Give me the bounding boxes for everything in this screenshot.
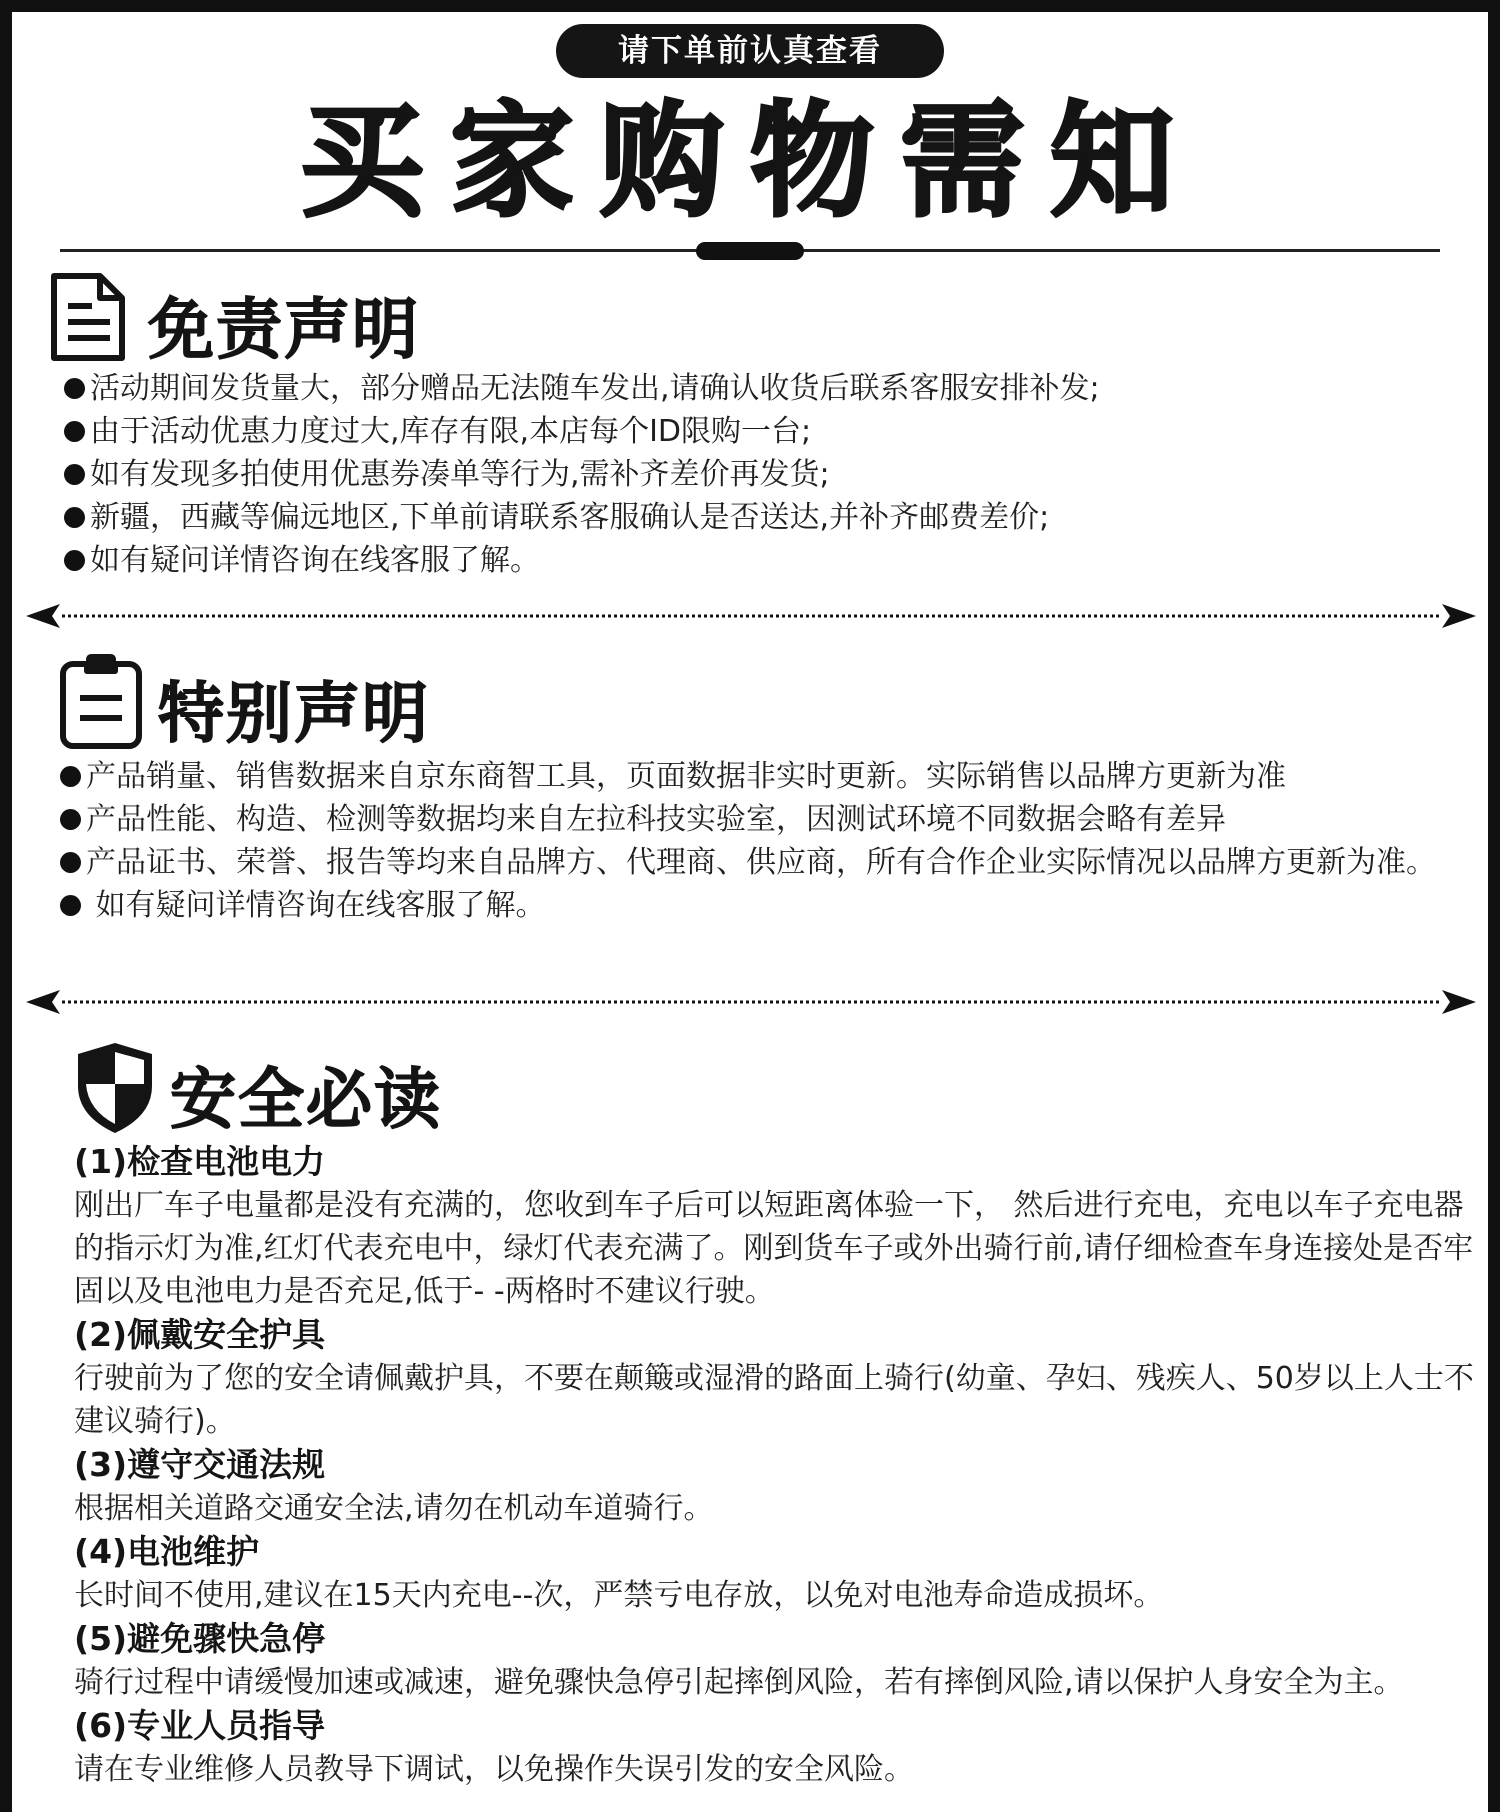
bullet-dot: [60, 809, 81, 830]
read-before-order-pill: 请下单前认真查看: [556, 24, 944, 78]
safety-item: [74, 1140, 1484, 1313]
title-divider-bar: [696, 242, 804, 260]
clipboard-icon: [58, 650, 144, 750]
list-item: 由于活动优惠力度过大,库存有限,本店每个ID限购一台;: [64, 410, 1484, 453]
bullet-dot: [64, 421, 85, 442]
dotted-divider: [26, 604, 1476, 628]
safety-item-title: (6)专业人员指导: [74, 1706, 326, 1745]
bullet-dot: [64, 550, 85, 571]
safety-item-body: 请在专业维修人员教导下调试，以免操作失误引发的安全风险。: [74, 1752, 914, 1787]
safety-item: [74, 1704, 1484, 1791]
list-item: 产品销量、销售数据来自京东商智工具，页面数据非实时更新。实际销售以品牌方更新为准: [60, 755, 1480, 798]
list-item: 如有疑问详情咨询在线客服了解。: [64, 539, 1484, 582]
list-item: 如有发现多拍使用优惠券凑单等行为,需补齐差价再发货;: [64, 453, 1484, 496]
safety-item: [74, 1313, 1484, 1443]
bullet-dot: [64, 464, 85, 485]
safety-item-title: (5)避免骤快急停: [74, 1619, 326, 1658]
bullet-dot: [60, 895, 81, 916]
special-notice-heading: 特别声明: [158, 675, 430, 752]
document-icon: [48, 272, 128, 364]
shield-icon: [74, 1040, 156, 1136]
list-item: 如有疑问详情咨询在线客服了解。: [60, 884, 1480, 927]
safety-item-body: 骑行过程中请缓慢加速或减速，避免骤快急停引起摔倒风险，若有摔倒风险,请以保护人身安全为主。: [74, 1665, 1404, 1700]
bullet-dot: [64, 378, 85, 399]
disclaimer-heading: 免责声明: [148, 291, 420, 368]
safety-item-title: (1)检查电池电力: [74, 1142, 326, 1181]
list-item: 产品证书、荣誉、报告等均来自品牌方、代理商、供应商，所有合作企业实际情况以品牌方更新为准。: [60, 841, 1440, 884]
bullet-dot: [60, 852, 81, 873]
safety-item-body: 长时间不使用,建议在15天内充电--次，严禁亏电存放，以免对电池寿命造成损坏。: [74, 1578, 1164, 1613]
safety-item-title: (2)佩戴安全护具: [74, 1315, 326, 1354]
safety-item-body: 行驶前为了您的安全请佩戴护具，不要在颠簸或湿滑的路面上骑行(幼童、孕妇、残疾人、50岁以上人士不建议骑行)。: [74, 1361, 1474, 1439]
bullet-dot: [64, 507, 85, 528]
page-title: 买家购物需知: [299, 90, 1200, 234]
bullet-dot: [60, 766, 81, 787]
safety-item-title: (4)电池维护: [74, 1532, 260, 1571]
list-item: 活动期间发货量大，部分赠品无法随车发出,请确认收货后联系客服安排补发;: [64, 367, 1484, 410]
disclaimer-list: [64, 367, 1484, 582]
safety-item: [74, 1443, 1484, 1530]
safety-heading: 安全必读: [170, 1061, 442, 1138]
safety-item-body: 刚出厂车子电量都是没有充满的，您收到车子后可以短距离体验一下， 然后进行充电，充电以车子充电器的指示灯为准,红灯代表充电中，绿灯代表充满了。刚到货车子或外出骑行前,请仔细检查车身连接处是否牢固以及电池电力是否充足,低于- -两格时不建议行驶。: [74, 1188, 1474, 1309]
safety-list: [74, 1140, 1484, 1791]
safety-item-title: (3)遵守交通法规: [74, 1445, 326, 1484]
safety-item: [74, 1530, 1484, 1617]
special-notice-list: [60, 755, 1480, 927]
safety-item: [74, 1617, 1484, 1704]
list-item: 新疆，西藏等偏远地区,下单前请联系客服确认是否送达,并补齐邮费差价;: [64, 496, 1484, 539]
dotted-divider: [26, 990, 1476, 1014]
list-item: 产品性能、构造、检测等数据均来自左拉科技实验室，因测试环境不同数据会略有差异: [60, 798, 1480, 841]
safety-item-body: 根据相关道路交通安全法,请勿在机动车道骑行。: [74, 1491, 714, 1526]
